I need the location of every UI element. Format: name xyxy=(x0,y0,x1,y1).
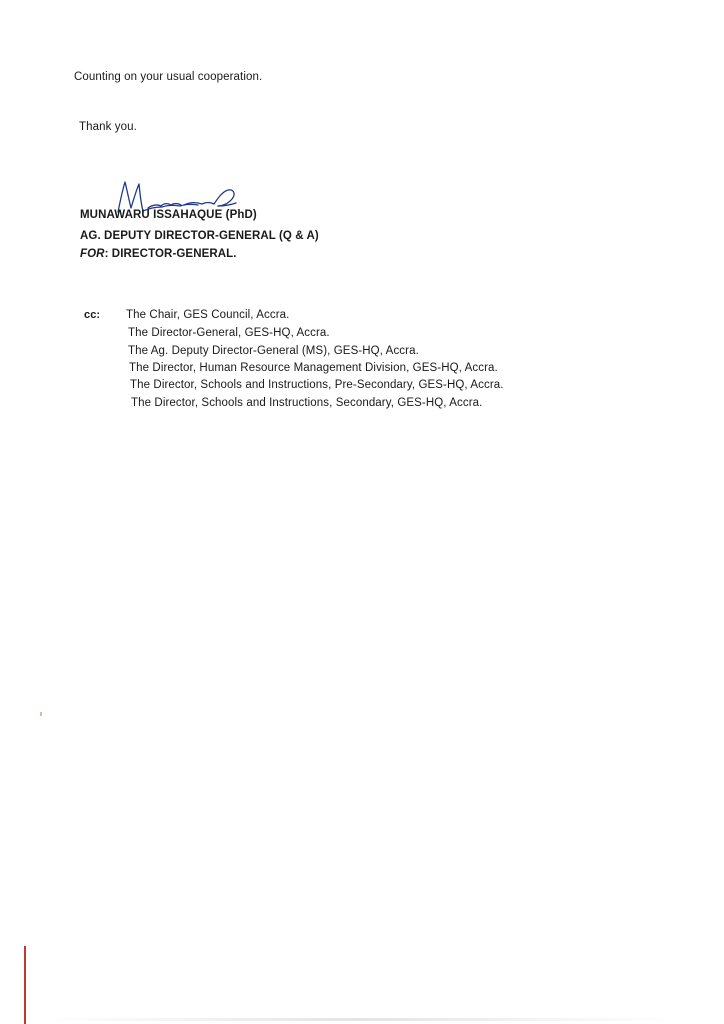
signatory-for-line xyxy=(80,247,237,261)
cc-recipient: The Chair, GES Council, Accra. xyxy=(126,309,290,321)
cc-recipient: The Ag. Deputy Director-General (MS), GES-HQ, Accra. xyxy=(128,345,419,357)
thank-you-line: Thank you. xyxy=(79,121,137,133)
scan-bottom-shadow xyxy=(40,1018,680,1021)
scan-edge-tick xyxy=(40,712,42,716)
closing-line: Counting on your usual cooperation. xyxy=(74,71,263,83)
cc-label: cc: xyxy=(84,309,101,321)
scan-edge-mark xyxy=(24,946,26,1024)
cc-recipient: The Director-General, GES-HQ, Accra. xyxy=(128,327,330,339)
signatory-name: MUNAWARU ISSAHAQUE (PhD) xyxy=(80,209,257,221)
for-rest: : DIRECTOR-GENERAL. xyxy=(104,248,237,260)
cc-recipient: The Director, Human Resource Management Division, GES-HQ, Accra. xyxy=(129,362,498,374)
for-prefix: FOR xyxy=(80,248,105,260)
cc-recipient: The Director, Schools and Instructions, Pre-Secondary, GES-HQ, Accra. xyxy=(130,379,504,391)
cc-recipient: The Director, Schools and Instructions, Secondary, GES-HQ, Accra. xyxy=(131,397,483,409)
signatory-title: AG. DEPUTY DIRECTOR-GENERAL (Q & A) xyxy=(80,230,319,242)
